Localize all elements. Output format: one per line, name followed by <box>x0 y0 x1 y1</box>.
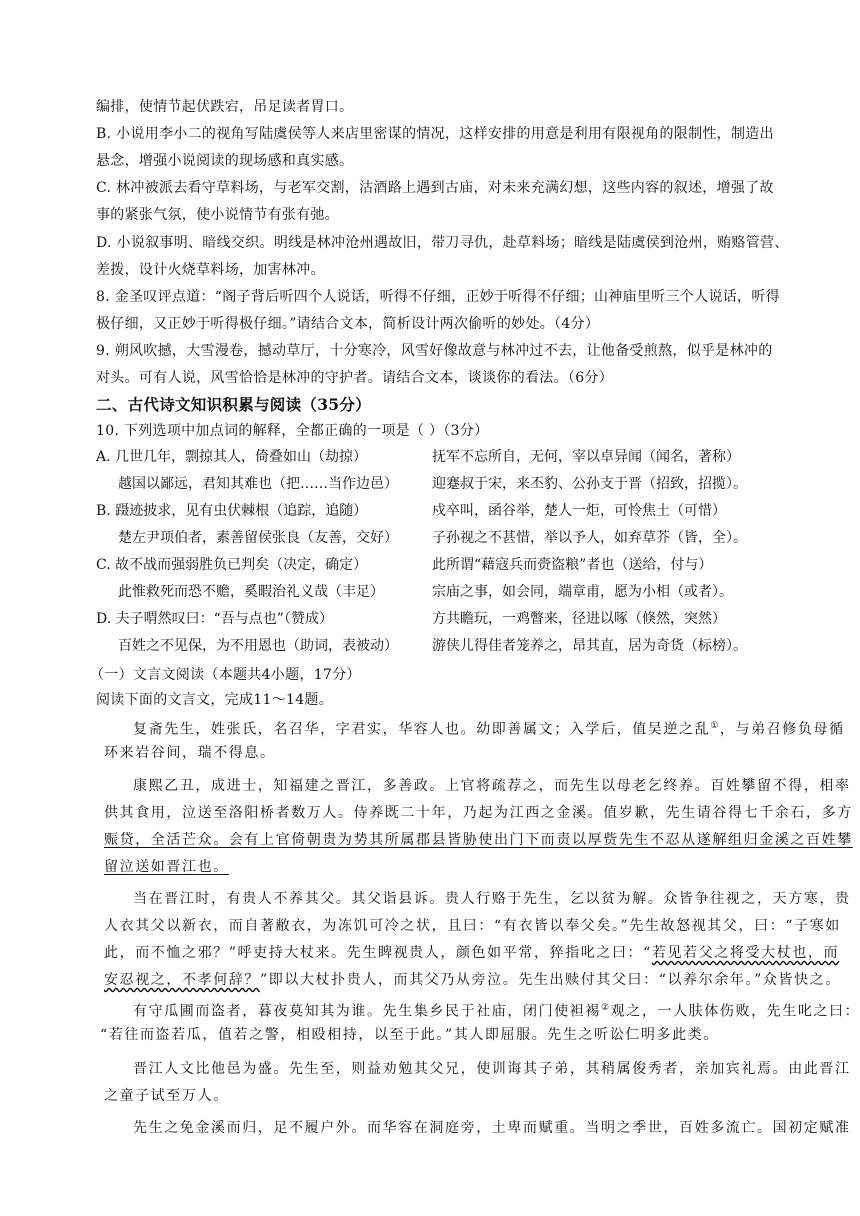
wavy-underlined-sentence: 安忍视之，不孝何辞？ <box>104 972 260 988</box>
underlined-sentence: 赈贷，全活芒众。会有上官倚朝贵为势其所属郡县皆胁使出门下而责以厚赀先生不忍从遂解组归金溪之百姓攀 <box>104 832 853 848</box>
passage-line: 人衣其父以新衣，而自著敝衣，为冻饥可冷之状，且曰：“有衣皆以奉父矣。”先生故怒视其父，曰：“子寒如 <box>104 918 841 934</box>
text-line: 差拨，设计火烧草料场，加害林冲。 <box>96 262 325 278</box>
passage-line: 之童子试至万人。 <box>104 1088 229 1104</box>
option-c-left-1: C. 故不战而强弱胜负已判矣（决定，确定） <box>96 557 368 573</box>
underlined-sentence: 留泣送如晋江也。 <box>104 859 229 875</box>
option-b-left-2: 楚左尹项伯者，素善留侯张良（友善，交好） <box>118 530 398 546</box>
option-a-right-1: 抚军不忘所自，无何，宰以卓异闻（闻名，著称） <box>432 449 740 465</box>
option-b-left-1: B. 蹑迹披求，见有虫伏棘根（追踪，追随） <box>96 503 368 519</box>
passage-line <box>104 859 794 875</box>
passage-text: 此，而不恤之邪？”呼吏持大杖来。先生睥视贵人，颜色如平常，猝指叱之曰：“ <box>104 945 652 961</box>
passage-line: 环来岩谷间，瑞不得息。 <box>104 745 276 761</box>
passage-line <box>104 972 841 988</box>
question-9: 9. 朔风吹撼，大雪漫卷，撼动草厅，十分寒冷，风雪好像故意与林冲过不去，让他备受煎熬，似乎是林冲的 <box>96 343 773 359</box>
passage-line <box>104 945 840 961</box>
passage-line: “若往而盗若瓜，值若之警，相殴相持，以至于此。”其人即屈服。先生之听讼仁明多此类。 <box>100 1027 719 1043</box>
passage-line: 康熙乙丑，成进士，知福建之晋江，多善政。上官将疏荐之，而先生以母老乞终养。百姓攀留不得，相率 <box>133 778 851 794</box>
option-c-right-2: 宗庙之事，如会同，端章甫，愿为小相（或者）。 <box>432 584 733 600</box>
option-a-right-2: 迎蹇叔于宋，来丕豹、公孙支于晋（招致，招揽）。 <box>432 476 747 492</box>
option-d-left-2: 百姓之不见保，为不用恩也（助词，表被动） <box>118 638 398 654</box>
text-line: 编排，使情节起伏跌宕，吊足读者胃口。 <box>96 99 354 115</box>
passage-line <box>133 718 845 738</box>
option-d-right-2: 游侠儿得佳者笼养之，昂其直，居为奇货（标榜）。 <box>432 638 747 654</box>
option-c-line: C. 林冲被派去看守草料场，与老军交割，沽酒路上遇到古庙，对未来充满幻想，这些内容的叙述，增强了故 <box>96 180 774 196</box>
passage-line: 供其食用，泣送至洛阳桥者数万人。侍养既二十年，乃起为江西之金溪。值岁歉，先生请谷得七千余石，多方 <box>104 805 853 821</box>
passage-text: ”即以大杖扑贵人，而其父乃从旁泣。先生出赎付其父曰：“以养尔余年。”众皆快之。 <box>260 972 841 988</box>
passage-text: 复斋先生，姓张氏，名召华，字君实，华容人也。幼即善属文；入学后，值吴逆之乱 <box>133 721 711 738</box>
option-a-left-1: A. 几世几年，剽掠其人，倚叠如山（劫掠） <box>96 449 368 465</box>
question-8: 8. 金圣叹评点道：“阁子背后听四个人说话，听得不仔细，正妙于听得不仔细；山神庙里听三个人说话，听得 <box>96 289 780 305</box>
passage-text: 观之，一人肤体伤败，先生叱之曰： <box>610 1003 860 1020</box>
option-b-line: B. 小说用李小二的视角写陆虞侯等人来店里密谋的情况，这样安排的用意是利用有限视角的限制性，制造出 <box>96 126 774 142</box>
text-line: 事的紧张气氛，使小说情节有张有弛。 <box>96 207 340 223</box>
footnote-mark: ② <box>601 1003 611 1013</box>
passage-line <box>104 832 853 848</box>
question-10: 10. 下列选项中加点词的解释，全都正确的一项是（ ）（3分） <box>96 423 489 439</box>
passage-line: 先生之免金溪而归，足不履户外。而华容在洞庭旁，土卑而赋重。当明之季世，百姓多流亡。国初定赋准 <box>133 1120 851 1136</box>
reading-instruction: 阅读下面的文言文，完成11～14题。 <box>96 692 334 708</box>
passage-line <box>133 1000 860 1020</box>
passage-line: 晋江人文比他邑为盛。先生至，则益劝勉其父兄，使训诲其子弟，其稍属俊秀者，亲加宾礼焉。由此晋江 <box>133 1061 851 1077</box>
footnote-mark: ① <box>710 721 720 731</box>
option-b-right-2: 子孙视之不甚惜，举以予人，如弃草芥（皆，全）。 <box>432 530 747 546</box>
passage-text: ，与弟召修负母循 <box>719 721 845 738</box>
text-line: 对头。可有人说，风雪恰恰是林冲的守护者。请结合文本，谈谈你的看法。（6分） <box>96 370 614 386</box>
text-line: 极仔细，又正妙于听得极仔细。”请结合文本，简析设计两次偷听的妙处。（4分） <box>96 316 600 332</box>
option-a-left-2: 越国以鄙远，君知其难也（把……当作边邑） <box>118 476 398 492</box>
option-b-right-1: 戍卒叫，函谷举，楚人一炬，可怜焦土（可惜） <box>432 503 726 519</box>
reading-title: （一）文言文阅读（本题共4小题，17分） <box>90 667 361 683</box>
option-c-right-1: 此所谓“藉寇兵而赍盗粮”者也（送给，付与） <box>432 557 713 573</box>
option-c-left-2: 此惟救死而恐不赡，奚暇治礼义哉（丰足） <box>118 584 384 600</box>
wavy-underlined-sentence: 若见若父之将受大杖也，而 <box>651 945 840 961</box>
option-d-right-1: 方共瞻玩，一鸡瞥来，径进以啄（倏然，突然） <box>432 611 726 627</box>
passage-line: 当在晋江时，有贵人不养其父。其父诣县诉。贵人行赂于先生，乞以贫为解。众皆争往视之，天方寒，贵 <box>133 891 851 907</box>
option-d-left-1: D. 夫子喟然叹曰：“吾与点也”（赞成） <box>96 611 333 627</box>
passage-text: 有守瓜圃而盗者，暮夜莫知其为谁。先生集乡民于社庙，闭门使袒裼 <box>133 1003 601 1020</box>
text-line: 悬念，增强小说阅读的现场感和真实感。 <box>96 153 354 169</box>
section-heading: 二、古代诗文知识积累与阅读（35分） <box>96 395 371 414</box>
option-d-line: D. 小说叙事明、暗线交织。明线是林冲沧州遇故旧，带刀寻仇，赴草料场；暗线是陆虞侯到沧州，贿赂管营、 <box>96 235 789 251</box>
